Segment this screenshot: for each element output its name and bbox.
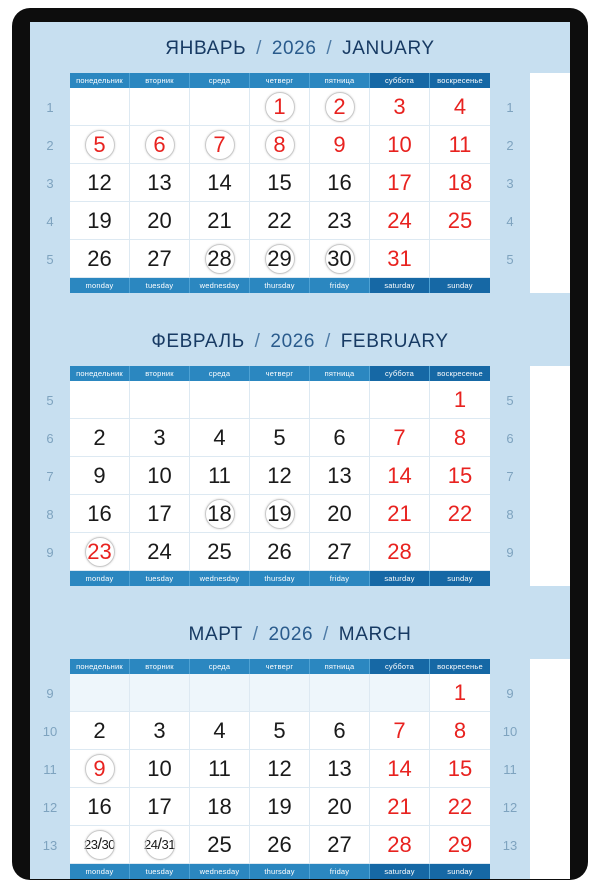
day-cell: 26	[70, 240, 130, 278]
month-grid	[30, 366, 570, 586]
week-number-right: 9	[490, 533, 530, 571]
day-cell: 2	[70, 419, 130, 457]
day-cell	[70, 88, 130, 126]
day-cell: 23	[70, 533, 130, 571]
block-spacer	[30, 293, 570, 315]
day-cell	[430, 533, 490, 571]
weekday-header-ru-saturday: суббота	[370, 366, 430, 381]
weekday-header-en-monday: monday	[70, 278, 130, 293]
day-cell: 3	[130, 712, 190, 750]
day-cell: 6	[310, 419, 370, 457]
day-cell: 23	[310, 202, 370, 240]
day-cell	[250, 381, 310, 419]
month-title	[30, 315, 570, 366]
day-cell: 16	[310, 164, 370, 202]
day-cell	[310, 674, 370, 712]
day-cell: 4	[430, 88, 490, 126]
day-cell: 16	[70, 495, 130, 533]
day-cell: 21	[190, 202, 250, 240]
weekday-header-ru-wednesday: среда	[190, 366, 250, 381]
day-cell: 21	[370, 788, 430, 826]
day-cell: 29	[430, 826, 490, 864]
weekday-header-en-wednesday: wednesday	[190, 864, 250, 879]
weekday-header-ru-sunday: воскресенье	[430, 366, 490, 381]
day-cell: 9	[310, 126, 370, 164]
week-number-right: 1	[490, 88, 530, 126]
day-cell	[70, 826, 130, 864]
day-cell: 28	[370, 533, 430, 571]
day-cell	[130, 88, 190, 126]
weekday-header-ru-thursday: четверг	[250, 366, 310, 381]
day-cell: 20	[130, 202, 190, 240]
day-cell: 25	[190, 826, 250, 864]
week-number-corner	[30, 73, 70, 88]
week-number-corner	[490, 864, 530, 879]
week-number-left: 12	[30, 788, 70, 826]
weekday-header-ru-friday: пятница	[310, 73, 370, 88]
day-cell	[130, 826, 190, 864]
week-number-corner	[30, 366, 70, 381]
week-number-left: 1	[30, 88, 70, 126]
block-spacer	[30, 586, 570, 608]
week-number-right: 13	[490, 826, 530, 864]
weekday-header-ru-saturday: суббота	[370, 659, 430, 674]
weekday-header-en-saturday: saturday	[370, 571, 430, 586]
day-cell: 11	[430, 126, 490, 164]
week-number-right: 7	[490, 457, 530, 495]
day-cell: 15	[430, 750, 490, 788]
month-grid	[30, 659, 570, 879]
day-cell: 7	[370, 712, 430, 750]
week-number-left: 3	[30, 164, 70, 202]
day-cell	[190, 88, 250, 126]
day-cell: 13	[310, 750, 370, 788]
day-cell: 8	[430, 712, 490, 750]
day-cell: 27	[130, 240, 190, 278]
day-cell: 5	[250, 419, 310, 457]
weekday-header-ru-sunday: воскресенье	[430, 73, 490, 88]
weekday-header-en-friday: friday	[310, 864, 370, 879]
month-block	[30, 608, 570, 879]
day-cell: 12	[250, 750, 310, 788]
weekday-header-en-wednesday: wednesday	[190, 278, 250, 293]
weekday-header-en-sunday: sunday	[430, 864, 490, 879]
day-cell: 5	[70, 126, 130, 164]
week-number-right: 10	[490, 712, 530, 750]
week-number-corner	[490, 73, 530, 88]
day-cell: 16	[70, 788, 130, 826]
day-cell: 21	[370, 495, 430, 533]
day-cell: 6	[310, 712, 370, 750]
day-cell: 13	[130, 164, 190, 202]
month-title-year: 2026	[271, 38, 317, 59]
week-number-left: 9	[30, 533, 70, 571]
week-number-left: 5	[30, 240, 70, 278]
week-number-left: 9	[30, 674, 70, 712]
day-cell: 2	[310, 88, 370, 126]
day-cell: 12	[250, 457, 310, 495]
weekday-header-ru-tuesday: вторник	[130, 366, 190, 381]
week-number-corner	[490, 571, 530, 586]
month-title-en: MARCH	[338, 624, 412, 645]
day-cell: 18	[190, 788, 250, 826]
week-number-left: 2	[30, 126, 70, 164]
day-cell	[190, 674, 250, 712]
weekday-header-ru-thursday: четверг	[250, 73, 310, 88]
day-cell: 10	[370, 126, 430, 164]
month-title-ru: ФЕВРАЛЬ	[151, 331, 245, 352]
day-cell: 9	[70, 750, 130, 788]
week-number-left: 11	[30, 750, 70, 788]
weekday-header-ru-friday: пятница	[310, 659, 370, 674]
weekday-header-ru-wednesday: среда	[190, 659, 250, 674]
weekday-header-en-saturday: saturday	[370, 278, 430, 293]
day-cell: 25	[190, 533, 250, 571]
day-cell: 28	[190, 240, 250, 278]
day-cell	[70, 381, 130, 419]
month-title-ru: ЯНВАРЬ	[165, 38, 247, 59]
week-number-right: 3	[490, 164, 530, 202]
week-number-left: 7	[30, 457, 70, 495]
day-cell: 20	[310, 495, 370, 533]
weekday-header-en-tuesday: tuesday	[130, 278, 190, 293]
title-separator: /	[248, 331, 267, 352]
day-cell	[190, 381, 250, 419]
day-cell: 25	[430, 202, 490, 240]
day-cell: 1	[430, 381, 490, 419]
week-number-right: 2	[490, 126, 530, 164]
day-cell: 15	[430, 457, 490, 495]
weekday-header-ru-saturday: суббота	[370, 73, 430, 88]
day-cell: 24	[130, 533, 190, 571]
weekday-header-en-friday: friday	[310, 571, 370, 586]
day-cell: 4	[190, 712, 250, 750]
day-cell: 14	[190, 164, 250, 202]
day-cell: 22	[250, 202, 310, 240]
weekday-header-ru-tuesday: вторник	[130, 73, 190, 88]
day-cell	[430, 240, 490, 278]
day-cell: 11	[190, 750, 250, 788]
weekday-header-ru-monday: понедельник	[70, 659, 130, 674]
weekday-header-ru-wednesday: среда	[190, 73, 250, 88]
day-cell: 17	[130, 788, 190, 826]
week-number-left: 8	[30, 495, 70, 533]
day-cell: 29	[250, 240, 310, 278]
title-separator: /	[246, 624, 265, 645]
day-cell: 19	[70, 202, 130, 240]
day-cell: 19	[250, 495, 310, 533]
day-cell	[250, 674, 310, 712]
week-number-right: 9	[490, 674, 530, 712]
day-cell	[130, 381, 190, 419]
title-separator: /	[320, 38, 339, 59]
day-cell	[130, 674, 190, 712]
weekday-header-ru-sunday: воскресенье	[430, 659, 490, 674]
title-separator: /	[319, 331, 337, 352]
weekday-header-en-sunday: sunday	[430, 571, 490, 586]
day-cell: 27	[310, 826, 370, 864]
day-cell: 22	[430, 495, 490, 533]
day-cell: 14	[370, 457, 430, 495]
weekday-header-en-friday: friday	[310, 278, 370, 293]
day-cell: 8	[430, 419, 490, 457]
month-title-year: 2026	[268, 624, 314, 645]
month-title-en: FEBRUARY	[340, 331, 449, 352]
day-cell: 8	[250, 126, 310, 164]
day-cell	[310, 381, 370, 419]
weekday-header-en-thursday: thursday	[250, 278, 310, 293]
weekday-header-en-tuesday: tuesday	[130, 864, 190, 879]
weekday-header-ru-thursday: четверг	[250, 659, 310, 674]
week-number-right: 11	[490, 750, 530, 788]
weekday-header-en-thursday: thursday	[250, 864, 310, 879]
day-cell: 24	[370, 202, 430, 240]
week-number-right: 8	[490, 495, 530, 533]
day-cell: 1	[430, 674, 490, 712]
day-cell: 15	[250, 164, 310, 202]
title-separator: /	[317, 624, 335, 645]
week-number-left: 13	[30, 826, 70, 864]
day-cell: 12	[70, 164, 130, 202]
week-number-left: 6	[30, 419, 70, 457]
day-cell: 13	[310, 457, 370, 495]
week-number-right: 6	[490, 419, 530, 457]
day-cell: 1	[250, 88, 310, 126]
day-cell: 9	[70, 457, 130, 495]
day-cell: 7	[190, 126, 250, 164]
day-cell: 14	[370, 750, 430, 788]
calendar-sheet	[30, 22, 570, 876]
month-title-ru: МАРТ	[188, 624, 243, 645]
weekday-header-en-saturday: saturday	[370, 864, 430, 879]
week-number-right: 5	[490, 381, 530, 419]
day-cell: 31	[370, 240, 430, 278]
month-block	[30, 315, 570, 586]
day-cell: 26	[250, 826, 310, 864]
weekday-header-en-thursday: thursday	[250, 571, 310, 586]
day-cell: 5	[250, 712, 310, 750]
day-cell: 19	[250, 788, 310, 826]
day-cell: 10	[130, 750, 190, 788]
week-number-left: 10	[30, 712, 70, 750]
day-cell: 17	[130, 495, 190, 533]
weekday-header-en-monday: monday	[70, 571, 130, 586]
weekday-header-en-monday: monday	[70, 864, 130, 879]
day-cell: 7	[370, 419, 430, 457]
day-cell: 3	[370, 88, 430, 126]
week-number-right: 5	[490, 240, 530, 278]
day-cell	[70, 674, 130, 712]
day-cell: 18	[430, 164, 490, 202]
day-cell: 10	[130, 457, 190, 495]
month-title	[30, 608, 570, 659]
day-cell: 17	[370, 164, 430, 202]
day-cell: 20	[310, 788, 370, 826]
week-number-corner	[490, 366, 530, 381]
weekday-header-ru-monday: понедельник	[70, 366, 130, 381]
week-number-corner	[30, 278, 70, 293]
week-number-corner	[30, 864, 70, 879]
week-number-left: 4	[30, 202, 70, 240]
day-cell: 4	[190, 419, 250, 457]
day-cell	[370, 674, 430, 712]
week-number-left: 5	[30, 381, 70, 419]
day-cell: 22	[430, 788, 490, 826]
day-cell: 26	[250, 533, 310, 571]
day-cell: 6	[130, 126, 190, 164]
weekday-header-en-sunday: sunday	[430, 278, 490, 293]
day-cell: 27	[310, 533, 370, 571]
day-cell-double: 23 / 30	[84, 835, 115, 853]
title-separator: /	[250, 38, 268, 59]
week-number-right: 12	[490, 788, 530, 826]
month-title-year: 2026	[270, 331, 316, 352]
weekday-header-en-tuesday: tuesday	[130, 571, 190, 586]
week-number-corner	[490, 659, 530, 674]
week-number-right: 4	[490, 202, 530, 240]
week-number-corner	[490, 278, 530, 293]
month-block	[30, 22, 570, 293]
day-cell: 30	[310, 240, 370, 278]
day-cell: 18	[190, 495, 250, 533]
month-grid	[30, 73, 570, 293]
day-cell: 11	[190, 457, 250, 495]
weekday-header-ru-tuesday: вторник	[130, 659, 190, 674]
week-number-corner	[30, 659, 70, 674]
month-title	[30, 22, 570, 73]
weekday-header-ru-monday: понедельник	[70, 73, 130, 88]
day-cell-double: 24 / 31	[144, 835, 175, 853]
day-cell: 2	[70, 712, 130, 750]
weekday-header-ru-friday: пятница	[310, 366, 370, 381]
month-title-en: JANUARY	[342, 38, 435, 59]
week-number-corner	[30, 571, 70, 586]
day-cell	[370, 381, 430, 419]
day-cell: 3	[130, 419, 190, 457]
weekday-header-en-wednesday: wednesday	[190, 571, 250, 586]
day-cell: 28	[370, 826, 430, 864]
